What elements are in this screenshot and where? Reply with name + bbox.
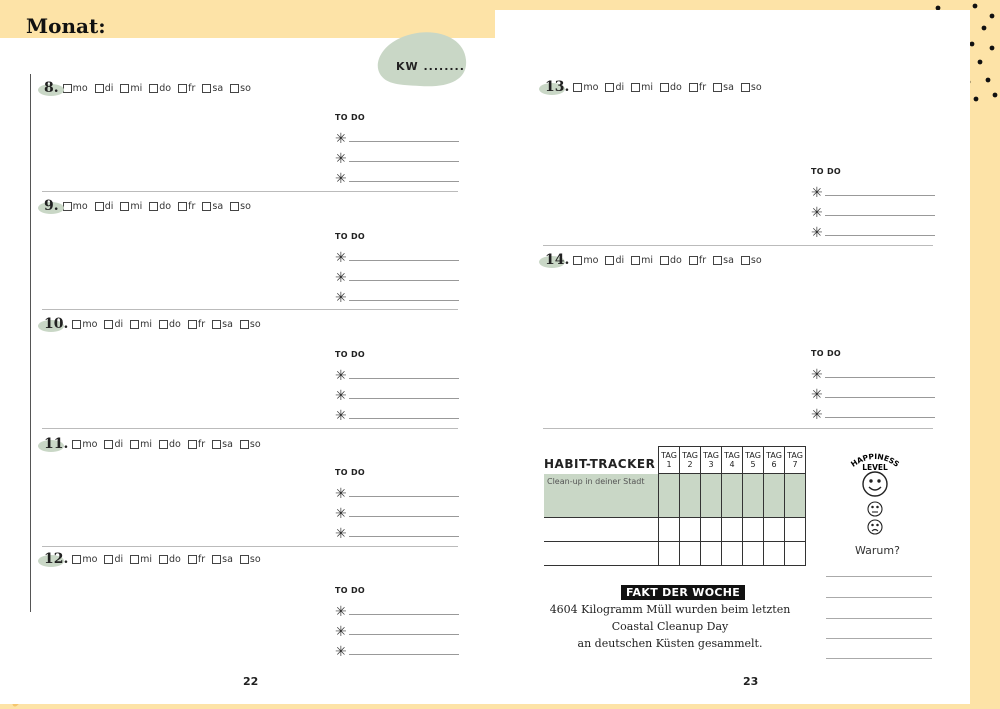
day-number: 13.: [543, 79, 571, 95]
asterisk-icon: ✳: [335, 368, 347, 384]
habit-check-cell[interactable]: [743, 541, 764, 565]
asterisk-icon: ✳: [335, 486, 347, 502]
weekday-checkbox[interactable]: di: [104, 554, 123, 565]
weekday-checkbox[interactable]: so: [741, 82, 762, 93]
todo-item[interactable]: [335, 146, 459, 166]
weekday-checkbox[interactable]: di: [95, 201, 114, 212]
asterisk-icon: ✳: [335, 250, 347, 266]
fakt-line: an deutschen Küsten gesammelt.: [577, 637, 763, 650]
habit-check-cell[interactable]: [680, 474, 701, 518]
todo-label: TO DO: [811, 349, 841, 358]
todo-item[interactable]: [335, 383, 459, 403]
habit-check-cell[interactable]: [722, 474, 743, 518]
asterisk-icon: ✳: [811, 205, 823, 221]
habit-check-cell[interactable]: [722, 517, 743, 541]
day-header: [42, 315, 268, 333]
day-header: [543, 251, 769, 269]
todo-item[interactable]: [335, 619, 459, 639]
asterisk-icon: ✳: [811, 387, 823, 403]
weekday-checkbox[interactable]: fr: [178, 83, 195, 94]
todo-item[interactable]: [335, 481, 459, 501]
asterisk-icon: ✳: [811, 185, 823, 201]
neutral-face-icon: [868, 502, 882, 516]
todo-item[interactable]: [335, 501, 459, 521]
weekday-checkbox[interactable]: mi: [130, 319, 152, 330]
asterisk-icon: ✳: [335, 644, 347, 660]
weekday-checkbox[interactable]: sa: [713, 255, 734, 266]
warum-line[interactable]: [826, 618, 932, 619]
todo-item[interactable]: [335, 403, 459, 423]
weekday-checkbox[interactable]: di: [104, 439, 123, 450]
page-number-left: 22: [243, 675, 259, 688]
habit-check-cell[interactable]: [722, 541, 743, 565]
weekday-checkbox[interactable]: so: [230, 83, 251, 94]
habit-check-cell[interactable]: [764, 541, 785, 565]
happiness-label-top: HAPPINESS: [849, 451, 901, 469]
fakt-line: 4604 Kilogramm Müll wurden beim letzten: [549, 603, 791, 616]
weekday-checkbox[interactable]: mi: [631, 82, 653, 93]
day-separator: [42, 309, 458, 310]
habit-day-header: TAG 4: [722, 447, 743, 474]
habit-name[interactable]: [544, 541, 659, 565]
todo-item[interactable]: [811, 200, 935, 220]
asterisk-icon: ✳: [811, 225, 823, 241]
asterisk-icon: ✳: [335, 151, 347, 167]
habit-day-header: TAG 2: [680, 447, 701, 474]
happy-face-icon: [863, 472, 887, 496]
habit-tracker-table: [544, 446, 806, 566]
weekday-checkbox[interactable]: sa: [202, 83, 223, 94]
weekday-checkbox[interactable]: mo: [63, 201, 88, 212]
todo-label: TO DO: [335, 113, 365, 122]
todo-label: TO DO: [811, 167, 841, 176]
habit-check-cell[interactable]: [701, 517, 722, 541]
weekday-checkbox[interactable]: mo: [72, 319, 97, 330]
todo-item[interactable]: [335, 265, 459, 285]
habit-day-header: TAG 1: [659, 447, 680, 474]
weekday-checkbox[interactable]: mi: [631, 255, 653, 266]
month-title: Monat:: [26, 14, 106, 38]
warum-line[interactable]: [826, 658, 932, 659]
weekday-checkbox[interactable]: di: [104, 319, 123, 330]
weekday-checkbox[interactable]: mo: [72, 554, 97, 565]
weekday-checkbox[interactable]: mi: [130, 439, 152, 450]
fakt-text: [545, 601, 795, 652]
todo-item[interactable]: [811, 402, 935, 422]
weekday-checkbox[interactable]: do: [660, 82, 682, 93]
day-number: 9.: [42, 198, 61, 214]
habit-check-cell[interactable]: [680, 541, 701, 565]
weekday-checkbox[interactable]: do: [159, 554, 181, 565]
day-number: 12.: [42, 551, 70, 567]
todo-item[interactable]: [335, 521, 459, 541]
todo-list: [811, 349, 935, 422]
day-separator: [543, 245, 933, 246]
todo-item[interactable]: [335, 285, 459, 305]
weekday-checkbox[interactable]: mi: [120, 201, 142, 212]
weekday-checkbox[interactable]: mo: [573, 255, 598, 266]
day-header: [42, 550, 268, 568]
weekday-checkbox[interactable]: mo: [63, 83, 88, 94]
habit-check-cell[interactable]: [743, 474, 764, 518]
sad-face-icon: [868, 520, 882, 534]
happiness-label-bottom: LEVEL: [862, 463, 888, 472]
weekday-checkbox[interactable]: do: [149, 83, 171, 94]
weekday-checkbox[interactable]: so: [741, 255, 762, 266]
todo-item[interactable]: [335, 599, 459, 619]
todo-label: TO DO: [335, 586, 365, 595]
habit-check-cell[interactable]: [701, 474, 722, 518]
warum-line[interactable]: [826, 576, 932, 577]
day-separator: [543, 428, 933, 429]
kw-label: KW ........: [396, 60, 465, 73]
asterisk-icon: ✳: [335, 131, 347, 147]
fakt-line: Coastal Cleanup Day: [611, 620, 729, 633]
todo-item[interactable]: [811, 362, 935, 382]
weekday-checkbox[interactable]: sa: [212, 439, 233, 450]
asterisk-icon: ✳: [335, 270, 347, 286]
habit-name[interactable]: Clean-up in deiner Stadt: [544, 474, 659, 518]
todo-label: TO DO: [335, 232, 365, 241]
asterisk-icon: ✳: [811, 367, 823, 383]
day-header: [42, 79, 258, 97]
day-header: [543, 78, 769, 96]
habit-name[interactable]: [544, 517, 659, 541]
day-separator: [42, 546, 458, 547]
habit-day-header: TAG 5: [743, 447, 764, 474]
todo-list: [335, 113, 459, 186]
weekday-checkbox[interactable]: fr: [689, 255, 706, 266]
habit-check-cell[interactable]: [764, 517, 785, 541]
weekday-checkbox[interactable]: sa: [212, 319, 233, 330]
habit-check-cell[interactable]: [680, 517, 701, 541]
kw-blob: [372, 30, 468, 88]
habit-check-cell[interactable]: [785, 517, 806, 541]
habit-check-cell[interactable]: [701, 541, 722, 565]
todo-list: [335, 232, 459, 305]
fakt-title: FAKT DER WOCHE: [621, 585, 745, 600]
asterisk-icon: ✳: [811, 407, 823, 423]
habit-check-cell[interactable]: [659, 474, 680, 518]
todo-item[interactable]: [335, 126, 459, 146]
day-number: 10.: [42, 316, 70, 332]
weekday-checkbox[interactable]: do: [149, 201, 171, 212]
todo-label: TO DO: [335, 468, 365, 477]
weekday-checkbox[interactable]: mo: [573, 82, 598, 93]
weekday-checkbox[interactable]: di: [95, 83, 114, 94]
day-number: 8.: [42, 80, 61, 96]
habit-check-cell[interactable]: [743, 517, 764, 541]
weekday-checkbox[interactable]: sa: [212, 554, 233, 565]
day-number: 11.: [42, 436, 70, 452]
todo-list: [335, 468, 459, 541]
habit-tracker-title: HABIT-TRACKER: [544, 457, 656, 471]
habit-header-spacer: [544, 447, 659, 474]
habit-day-header: TAG 3: [701, 447, 722, 474]
habit-check-cell[interactable]: [764, 474, 785, 518]
asterisk-icon: ✳: [335, 171, 347, 187]
weekday-checkbox[interactable]: do: [660, 255, 682, 266]
weekday-checkbox[interactable]: sa: [713, 82, 734, 93]
day-separator: [42, 191, 458, 192]
weekday-checkbox[interactable]: so: [240, 319, 261, 330]
asterisk-icon: ✳: [335, 388, 347, 404]
habit-check-cell[interactable]: [785, 474, 806, 518]
asterisk-icon: ✳: [335, 408, 347, 424]
weekday-checkbox[interactable]: so: [240, 439, 261, 450]
weekday-checkbox[interactable]: mo: [72, 439, 97, 450]
todo-item[interactable]: [811, 220, 935, 240]
habit-check-cell[interactable]: [659, 541, 680, 565]
todo-item[interactable]: [335, 639, 459, 659]
weekday-checkbox[interactable]: sa: [202, 201, 223, 212]
todo-item[interactable]: [811, 180, 935, 200]
asterisk-icon: ✳: [335, 526, 347, 542]
page-number-right: 23: [743, 675, 759, 688]
asterisk-icon: ✳: [335, 506, 347, 522]
warum-label: Warum?: [855, 544, 900, 557]
weekday-checkbox[interactable]: mi: [130, 554, 152, 565]
warum-line[interactable]: [826, 638, 932, 639]
todo-item[interactable]: [335, 363, 459, 383]
habit-check-cell[interactable]: [785, 541, 806, 565]
weekday-checkbox[interactable]: do: [159, 319, 181, 330]
asterisk-icon: ✳: [335, 290, 347, 306]
weekday-checkbox[interactable]: fr: [178, 201, 195, 212]
day-header: [42, 197, 258, 215]
todo-label: TO DO: [335, 350, 365, 359]
weekday-checkbox[interactable]: fr: [689, 82, 706, 93]
weekday-checkbox[interactable]: mi: [120, 83, 142, 94]
weekday-checkbox[interactable]: fr: [188, 439, 205, 450]
weekday-checkbox[interactable]: do: [159, 439, 181, 450]
todo-list: [335, 350, 459, 423]
happiness-graphic: [840, 446, 910, 542]
todo-item[interactable]: [335, 166, 459, 186]
page-left-margin-line: [30, 74, 31, 612]
weekday-checkbox[interactable]: di: [605, 255, 624, 266]
weekday-checkbox[interactable]: so: [240, 554, 261, 565]
asterisk-icon: ✳: [335, 604, 347, 620]
happiness-level: [840, 446, 910, 546]
weekday-checkbox[interactable]: di: [605, 82, 624, 93]
todo-item[interactable]: [811, 382, 935, 402]
weekday-checkbox[interactable]: so: [230, 201, 251, 212]
todo-item[interactable]: [335, 245, 459, 265]
warum-line[interactable]: [826, 597, 932, 598]
todo-list: [811, 167, 935, 240]
habit-day-header: TAG 7: [785, 447, 806, 474]
habit-day-header: TAG 6: [764, 447, 785, 474]
day-separator: [42, 428, 458, 429]
day-header: [42, 435, 268, 453]
weekday-checkbox[interactable]: fr: [188, 319, 205, 330]
weekday-checkbox[interactable]: fr: [188, 554, 205, 565]
habit-check-cell[interactable]: [659, 517, 680, 541]
todo-list: [335, 586, 459, 659]
asterisk-icon: ✳: [335, 624, 347, 640]
day-number: 14.: [543, 252, 571, 268]
